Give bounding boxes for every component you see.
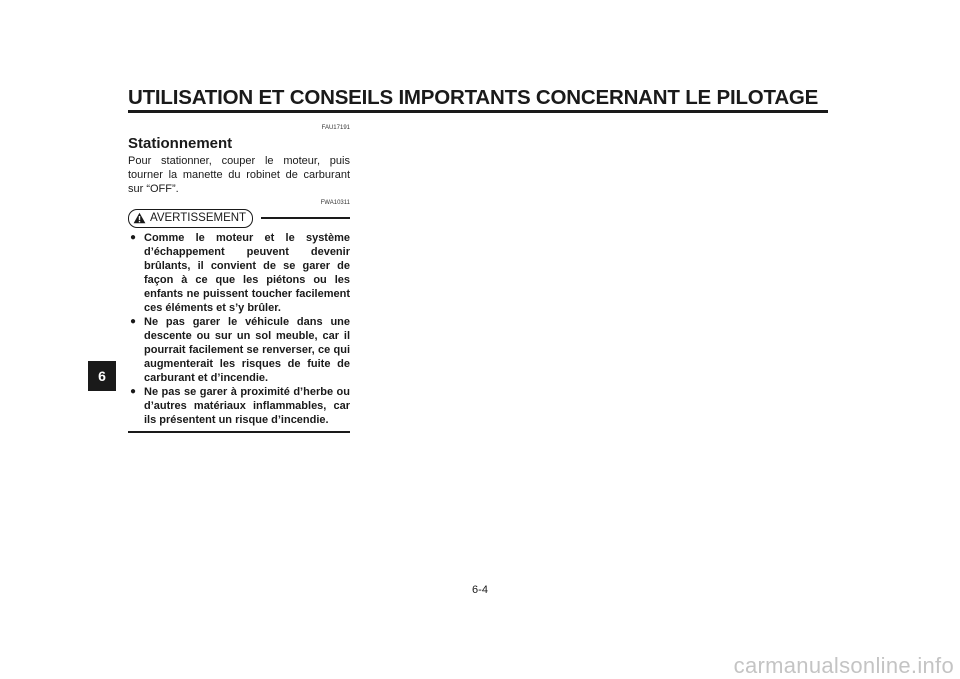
warning-header <box>128 209 350 227</box>
bullet-icon: ● <box>130 386 137 397</box>
warning-code: FWA10311 <box>320 200 350 206</box>
warning-header-rule <box>261 217 350 219</box>
section-body: Pour stationner, couper le moteur, puis tourner la manette du robinet de carburant sur “OFF”. <box>128 155 350 195</box>
warning-list-item <box>128 231 350 315</box>
watermark: carmanualsonline.info <box>733 653 954 678</box>
page-number: 6-4 <box>472 584 488 596</box>
warning-list <box>128 231 350 427</box>
warning-end-rule <box>128 431 350 433</box>
warning-triangle-icon <box>133 212 146 224</box>
header-rule <box>128 110 828 113</box>
warning-item-text: Comme le moteur et le système d’échappement peuvent devenir brûlants, il convient de se garer de façon à ce que les piétons ou les enfants ne puissent toucher facilement ces éléments et s’y brûler. <box>144 232 350 314</box>
bullet-icon: ● <box>130 316 137 327</box>
chapter-tab: 6 <box>88 361 116 391</box>
warning-item-text: Ne pas se garer à proximité d’herbe ou d’autres matériaux inflammables, car ils présentent un risque d’incendie. <box>144 386 350 426</box>
warning-list-item <box>128 385 350 427</box>
section-code: FAU17191 <box>321 125 350 131</box>
section-title: Stationnement <box>128 135 233 152</box>
warning-label: AVERTISSEMENT <box>150 212 247 224</box>
warning-item-text: Ne pas garer le véhicule dans une descente ou sur un sol meuble, car il pourrait facilement se renverser, ce qui augmenterait les risques de fuite de carburant et d’incendie. <box>144 316 350 384</box>
warning-badge <box>128 209 253 228</box>
content-column <box>128 124 350 433</box>
bullet-icon: ● <box>130 232 137 243</box>
warning-list-item <box>128 315 350 385</box>
page-header-title: UTILISATION ET CONSEILS IMPORTANTS CONCERNANT LE PILOTAGE <box>128 86 819 109</box>
